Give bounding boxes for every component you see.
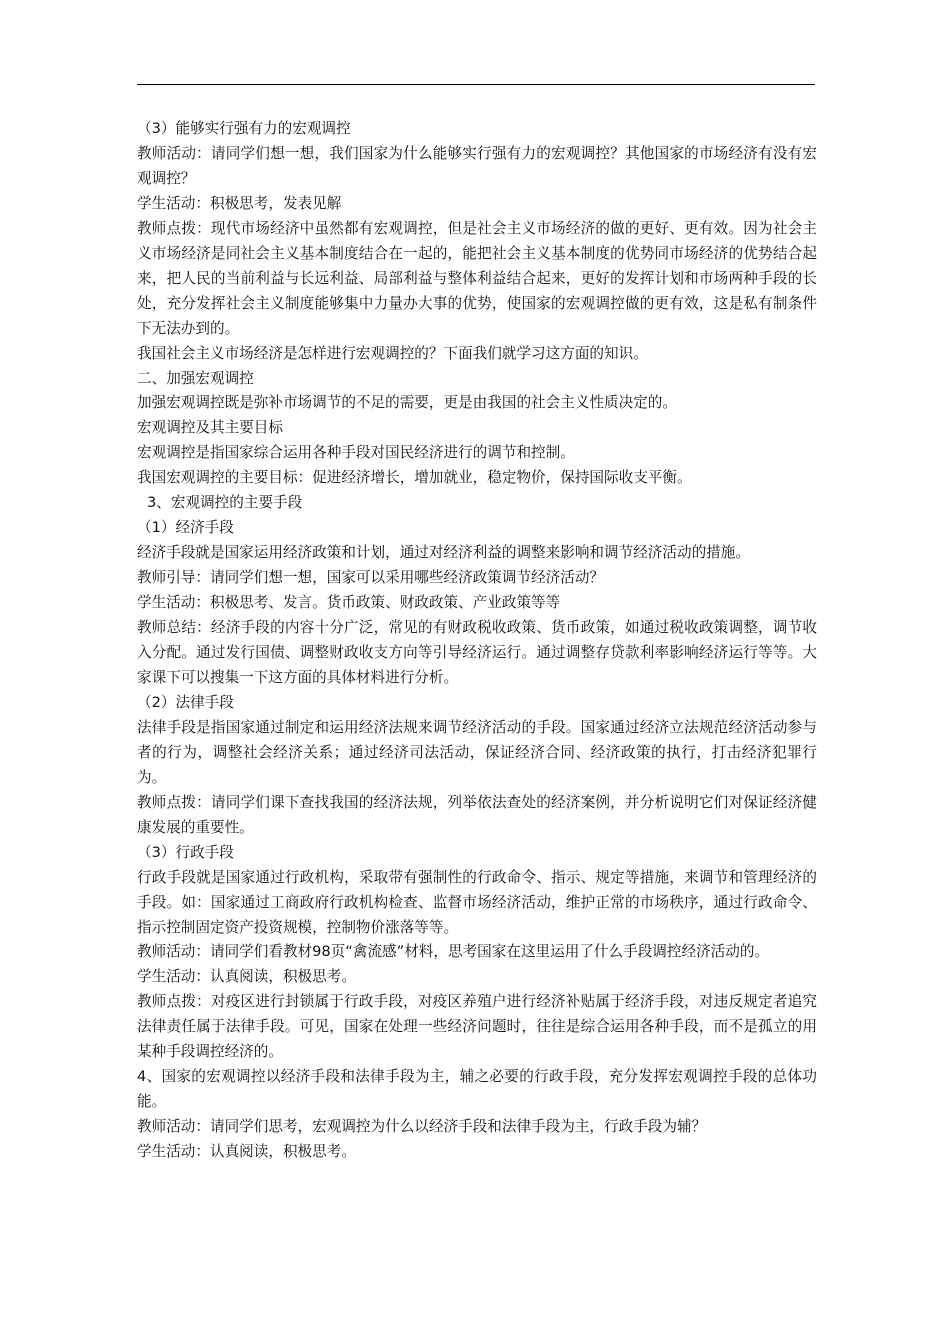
paragraph: 教师点拨：现代市场经济中虽然都有宏观调控，但是社会主义市场经济的做的更好、更有效。因为社会主义市场经济是同社会主义基本制度结合在一起的，能把社会主义基本制度的优势同市场经济的优势结合起来，把人民的当前利益与长远利益、局部利益与整体利益结合起来，更好的发挥计划和市场两种手段的长处，充分发挥社会主义制度能够集中力量办大事的优势，使国家的宏观调控做的更有效，这是私有制条件下无法办到的。 — [137, 219, 817, 337]
paragraph: 经济手段就是国家运用经济政策和计划，通过对经济利益的调整来影响和调节经济活动的措施。 — [137, 544, 750, 562]
paragraph: 教师引导：请同学们想一想，国家可以采用哪些经济政策调节经济活动？ — [137, 569, 605, 587]
paragraph: 加强宏观调控既是弥补市场调节的不足的需要，更是由我国的社会主义性质决定的。 — [137, 394, 677, 412]
paragraph: 教师点拨：对疫区进行封锁属于行政手段，对疫区养殖户进行经济补贴属于经济手段，对违反规定者追究法律责任属于法律手段。可见，国家在处理一些经济问题时，往往是综合运用各种手段，而不是孤立的用某种手段调控经济的。 — [137, 993, 817, 1061]
paragraph: （3）能够实行强有力的宏观调控 — [137, 120, 351, 137]
document-body — [137, 117, 817, 1165]
subheading: （2）法律手段 — [137, 693, 234, 711]
paragraph: 教师活动：请同学们看教材98页“禽流感”材料，思考国家在这里运用了什么手段调控经济活动的。 — [137, 943, 770, 961]
paragraph: 我国宏观调控的主要目标：促进经济增长，增加就业，稳定物价，保持国际收支平衡。 — [137, 469, 692, 487]
paragraph: 行政手段就是国家通过行政机构，采取带有强制性的行政命令、指示、规定等措施，来调节和管理经济的手段。如：国家通过工商政府行政机构检查、监督市场经济活动，维护正常的市场秩序，通过行政命令、指示控制固定资产投资规模，控制物价涨落等等。 — [137, 868, 817, 936]
paragraph: 学生活动：认真阅读，积极思考。 — [137, 1143, 356, 1161]
paragraph: 宏观调控是指国家综合运用各种手段对国民经济进行的调节和控制。 — [137, 444, 575, 462]
paragraph: 法律手段是指国家通过制定和运用经济法规来调节经济活动的手段。国家通过经济立法规范经济活动参与者的行为，调整社会经济关系；通过经济司法活动，保证经济合同、经济政策的执行，打击经济犯罪行为。 — [137, 718, 817, 786]
paragraph: 学生活动：认真阅读，积极思考。 — [137, 968, 356, 986]
subheading: （1）经济手段 — [137, 519, 234, 537]
paragraph: 教师总结：经济手段的内容十分广泛，常见的有财政税收政策、货币政策，如通过税收政策调整，调节收入分配。通过发行国债、调整财政收支方向等引导经济运行。通过调整存贷款利率影响经济运行等等。大家课下可以搜集一下这方面的具体材料进行分析。 — [137, 619, 817, 686]
subheading: （3）行政手段 — [137, 843, 234, 861]
paragraph: 我国社会主义市场经济是怎样进行宏观调控的？下面我们就学习这方面的知识。 — [137, 344, 648, 362]
paragraph: 4、国家的宏观调控以经济手段和法律手段为主，辅之必要的行政手段，充分发挥宏观调控手段的总体功能。 — [137, 1068, 817, 1111]
section-heading: 二、加强宏观调控 — [137, 369, 254, 387]
paragraph: 学生活动：积极思考，发表见解 — [137, 194, 342, 212]
paragraph: 学生活动：积极思考、发言。货币政策、财政政策、产业政策等等 — [137, 594, 561, 612]
paragraph: 教师点拨：请同学们课下查找我国的经济法规，列举依法查处的经济案例，并分析说明它们对保证经济健康发展的重要性。 — [137, 793, 817, 836]
paragraph: 教师活动：请同学们想一想，我们国家为什么能够实行强有力的宏观调控？其他国家的市场经济有没有宏观调控？ — [137, 144, 817, 187]
header-rule — [137, 84, 815, 85]
subheading: 宏观调控及其主要目标 — [137, 419, 283, 437]
paragraph: 教师活动：请同学们思考，宏观调控为什么以经济手段和法律手段为主，行政手段为辅？ — [137, 1118, 707, 1136]
subheading: 3、宏观调控的主要手段 — [147, 494, 303, 512]
